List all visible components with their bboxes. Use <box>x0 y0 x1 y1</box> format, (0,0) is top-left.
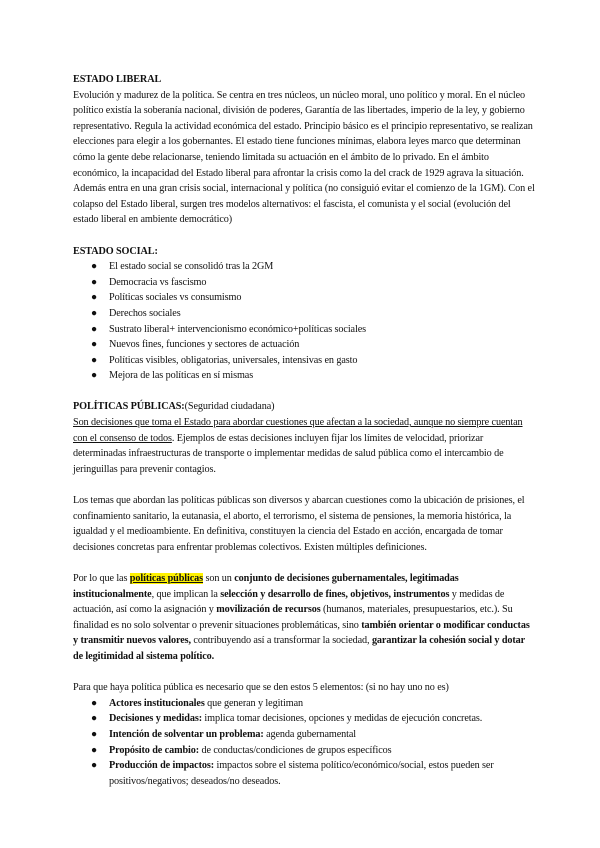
bullet-icon: ● <box>90 307 98 319</box>
paragraph-topics: Los temas que abordan las políticas públicas son diversos y abarcan cuestiones como la ubicación de prisiones, el confinamiento sanitario, la eutanasia, el aborto, el terrorismo, el sistema de pensiones, la memoria histórica, la igualdad y el medioambiente. En definitiva, constituyen la ciencia del Estado en acción, encargada de tomar decisiones concretas para enfrentar problemas colectivos. Existen múltiples definiciones. <box>73 495 525 553</box>
heading-estado-social: ESTADO SOCIAL: <box>73 245 158 257</box>
list-elements <box>73 696 535 790</box>
bullet-icon: ● <box>90 370 98 382</box>
list-item: ● Políticas sociales vs consumismo <box>73 290 535 306</box>
list-item: ● Intención de solventar un problema: agenda gubernamental <box>73 727 535 743</box>
highlighted-term: políticas públicas <box>129 573 204 584</box>
bullet-icon: ● <box>90 728 98 740</box>
bullet-icon: ● <box>90 697 98 709</box>
bullet-icon: ● <box>90 744 98 756</box>
list-item: ● Nuevos fines, funciones y sectores de actuación <box>73 337 535 353</box>
list-item: ● Decisiones y medidas: implica tomar decisiones, opciones y medidas de ejecución concretas. <box>73 711 535 727</box>
list-estado-social <box>73 259 535 384</box>
heading-politicas-publicas: POLÍTICAS PÚBLICAS:(Seguridad ciudadana) <box>73 401 275 413</box>
list-item: ● Mejora de las políticas en sí mismas <box>73 368 535 384</box>
bullet-icon: ● <box>90 292 98 304</box>
list-item: ● Políticas visibles, obligatorias, universales, intensivas en gasto <box>73 353 535 369</box>
bullet-icon: ● <box>90 323 98 335</box>
list-item: ● Derechos sociales <box>73 306 535 322</box>
heading-estado-liberal: ESTADO LIBERAL <box>73 74 162 85</box>
list-item: ● Democracia vs fascismo <box>73 275 535 291</box>
document-content <box>73 72 535 789</box>
bullet-icon: ● <box>90 339 98 351</box>
bullet-icon: ● <box>90 276 98 288</box>
bullet-icon: ● <box>90 760 98 772</box>
bullet-icon: ● <box>90 713 98 725</box>
list-item: ● Propósito de cambio: de conductas/condiciones de grupos específicos <box>73 743 535 759</box>
list-item: ● Actores institucionales que generan y legitiman <box>73 696 535 712</box>
heading-note: (Seguridad ciudadana) <box>184 401 275 413</box>
list-item: ● Producción de impactos: impactos sobre el sistema político/económico/social, estos pueden ser positivos/negativos; deseados/no deseados. <box>90 760 494 787</box>
paragraph-estado-liberal: Evolución y madurez de la política. Se centra en tres núcleos, un núcleo moral, uno político y moral. En el núcleo político existía la soberanía nacional, división de poderes, Garantía de las libertades, imperio de la ley, y gobierno representativo. Regula la actividad económica del estado. Principio básico es el principio representativo, se realizan elecciones para elegir a los gobernantes. El estado tiene funciones mínimas, elabora leyes marco que determinan cómo la gente debe relacionarse, teniendo limitada su actuación en el ámbito de lo privado. En el ámbito económico, la incapacidad del Estado liberal para afrontar la crisis como la del crack de 1929 agrava la situación. Además entra en una gran crisis social, internacional y política (no consiguió evitar el comienzo de la 1GM). Con el colapso del Estado liberal, surgen tres modelos alternativos: el fascista, el comunista y el social (evolución del estado liberal en ambiente democrático) <box>73 89 535 226</box>
paragraph-summary: Por lo que las políticas públicas son un conjunto de decisiones gubernamentales, legitimadas institucionalmente, que implican la selección y desarrollo de fines, objetivos, instrumentos y medidas de actuación, así como la asignación y movilización de recursos (humanos, materiales, presupuestarios, etc.). Su finalidad es no solo solventar o prevenir situaciones problemáticas, sino también orientar o modificar conductas y transmitir nuevos valores, contribuyendo así a transformar la sociedad, garantizar la cohesión social y dotar de legitimidad al sistema político. <box>73 573 530 662</box>
paragraph-definition: Son decisiones que toma el Estado para abordar cuestiones que afectan a la sociedad, aunque no siempre cuentan con el consenso de todos. Ejemplos de estas decisiones incluyen fijar los límites de velocidad, priorizar determinadas infraestructuras de transporte o implementar medidas de salud pública como el intercambio de jeringuillas para prevenir contagios. <box>73 417 523 475</box>
list-item: ● El estado social se consolidó tras la 2GM <box>73 259 535 275</box>
bullet-icon: ● <box>90 354 98 366</box>
bullet-icon: ● <box>90 261 98 273</box>
list-item: ● Sustrato liberal+ intervencionismo económico+políticas sociales <box>73 322 535 338</box>
paragraph-elements-intro: Para que haya política pública es necesario que se den estos 5 elementos: (si no hay uno no es) <box>73 682 449 694</box>
